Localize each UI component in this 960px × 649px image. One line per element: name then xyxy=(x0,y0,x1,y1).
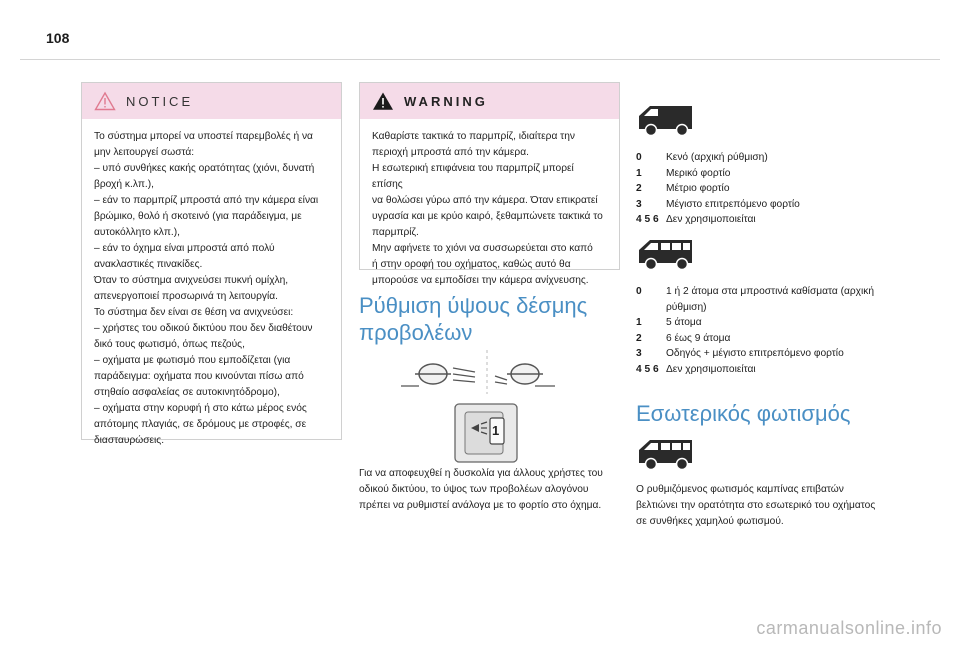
warning-line: περιοχή μπροστά από την κάμερα. xyxy=(372,147,529,158)
notice-body xyxy=(82,119,341,459)
warning-line: Καθαρίστε τακτικά το παρμπρίζ, ιδιαίτερα την xyxy=(372,131,575,142)
legend-value: Μέγιστο επιτρεπόμενο φορτίο xyxy=(666,198,800,210)
warning-line: υγρασία και με κρύο καιρό, ξεθαμπώνετε τακτικά το xyxy=(372,211,603,222)
notice-line: στηθαίο ασφαλείας σε αυτοκινητόδρομο), xyxy=(94,387,280,398)
warning-line: Μην αφήνετε το χιόνι να συσσωρεύεται στο καπό xyxy=(372,243,593,254)
legend-value: Μέτριο φορτίο xyxy=(666,183,730,194)
legend-row xyxy=(636,166,886,182)
notice-line: διασταυρώσεις. xyxy=(94,435,165,446)
legend-key: 2 xyxy=(636,183,642,194)
notice-line: – εάν το όχημα είναι μπροστά από πολύ xyxy=(94,243,275,254)
legend-value: Μερικό φορτίο xyxy=(666,167,731,179)
notice-header xyxy=(82,83,341,119)
headlamp-para-line: οδικού δικτύου, το ύψος των προβολέων αλογόνου xyxy=(359,484,589,495)
legend-row xyxy=(636,197,886,213)
headlamp-para-line: πρέπει να ρυθμιστεί ανάλογα με το φορτίο στο όχημα. xyxy=(359,500,602,511)
notice-line: δικό τους φωτισμό, όπως πεζούς, xyxy=(94,339,245,350)
warning-body xyxy=(360,119,619,299)
warning-line: παρμπρίζ. xyxy=(372,227,419,238)
legend-key: 3 xyxy=(636,348,642,359)
notice-line: απενεργοποιεί προσωρινά τη λειτουργία. xyxy=(94,291,278,302)
mpv-icon xyxy=(636,236,696,272)
legend-value: Δεν χρησιμοποιείται xyxy=(666,214,756,225)
warning-box xyxy=(359,82,620,286)
legend-value-line: ρύθμιση) xyxy=(666,301,707,313)
legend-value: Κενό (αρχική ρύθμιση) xyxy=(666,152,768,163)
legend-value xyxy=(666,284,896,315)
interior-section-title: Εσωτερικός φωτισμός xyxy=(636,401,851,426)
notice-line: αυτοκόλλητο κλπ.), xyxy=(94,227,180,238)
van-icon xyxy=(636,102,696,138)
notice-line: – οχήματα στην κορυφή ή στο κάτω μέρος ενός xyxy=(94,403,307,414)
notice-line: βροχή κ.λπ.), xyxy=(94,179,154,190)
headlamp-title-line: Ρύθμιση ύψους δέσμης xyxy=(359,293,588,318)
legend-key: 1 xyxy=(636,317,642,328)
legend-row xyxy=(636,315,896,331)
headlamp-para-line: Για να αποφευχθεί η δυσκολία για άλλους χρήστες του xyxy=(359,468,603,479)
legend-key: 4 5 6 xyxy=(636,214,659,225)
interior-vehicle-icon xyxy=(636,436,696,472)
legend-row xyxy=(636,181,886,197)
legend-key: 0 xyxy=(636,286,642,297)
top-divider xyxy=(20,59,940,60)
warning-title: WARNING xyxy=(404,93,488,109)
headlamp-lowered-beam-icon xyxy=(495,364,555,386)
notice-box xyxy=(81,82,342,446)
legend-key: 2 xyxy=(636,332,642,344)
notice-title: NOTICE xyxy=(126,93,194,109)
legend-value: 5 άτομα xyxy=(666,317,702,328)
notice-line: – χρήστες του οδικού δικτύου που δεν διαθέτουν xyxy=(94,323,313,334)
notice-line: – υπό συνθήκες κακής ορατότητας (χιόνι, δυνατή xyxy=(94,163,315,174)
legend-row xyxy=(636,331,896,347)
notice-line: ανακλαστικές πινακίδες. xyxy=(94,259,203,270)
mpv-legend xyxy=(636,284,896,377)
notice-line: Το σύστημα δεν είναι σε θέση να ανιχνεύσει: xyxy=(94,307,294,318)
headlamp-paragraph xyxy=(359,466,621,514)
notice-line: Το σύστημα μπορεί να υποστεί παρεμβολές ή να xyxy=(94,131,313,142)
legend-value: Δεν χρησιμοποιείται xyxy=(666,363,756,375)
legend-row xyxy=(636,212,886,228)
headlamp-low-beam-icon xyxy=(401,364,475,386)
page-number: 108 xyxy=(46,30,70,46)
legend-key: 0 xyxy=(636,152,642,163)
notice-line: Όταν το σύστημα ανιχνεύσει πυκνή ομίχλη, xyxy=(94,275,289,286)
notice-line: βρώμικο, θολό ή σκοτεινό (για παράδειγμα, με xyxy=(94,211,302,222)
legend-key: 4 5 6 xyxy=(636,363,659,375)
warning-triangle-icon xyxy=(372,91,394,111)
warning-header xyxy=(360,83,619,119)
headlamp-title-line: προβολέων xyxy=(359,320,473,345)
legend-key: 1 xyxy=(636,167,642,179)
van-legend xyxy=(636,150,886,228)
legend-row xyxy=(636,346,896,362)
headlamp-dial-icon xyxy=(455,404,517,462)
headlamp-section-title xyxy=(359,292,619,346)
warning-line: ή στην οροφή του οχήματος, καθώς αυτό θα xyxy=(372,259,571,270)
notice-triangle-icon xyxy=(94,91,116,111)
headlamp-dial-label: 1 xyxy=(492,423,500,438)
notice-line: παράδειγμα: οχήματα που κινούνται πίσω από xyxy=(94,371,304,382)
notice-line: απότομης πλαγιάς, σε δρόμους με στροφές, σε xyxy=(94,419,307,430)
warning-line: να θολώσει γύρω από την κάμερα. Όταν επικρατεί xyxy=(372,195,598,206)
warning-line: μπορούσε να εμποδίσει την κάμερα ανίχνευσης. xyxy=(372,275,589,286)
legend-value: 6 έως 9 άτομα xyxy=(666,332,731,344)
interior-para-line: σε συνθήκες χαμηλού φωτισμού. xyxy=(636,516,784,527)
legend-value-line: 1 ή 2 άτομα στα μπροστινά καθίσματα (αρχική xyxy=(666,286,875,297)
legend-key: 3 xyxy=(636,198,642,210)
legend-row xyxy=(636,284,896,315)
interior-para-line: βελτιώνει την ορατότητα στο εσωτερικό του οχήματος xyxy=(636,500,876,511)
legend-row xyxy=(636,362,896,378)
warning-line: Η εσωτερική επιφάνεια του παρμπρίζ μπορεί επίσης xyxy=(372,163,574,190)
watermark: carmanualsonline.info xyxy=(756,618,942,638)
headlamp-illustration xyxy=(395,346,575,466)
notice-line: μην λειτουργεί σωστά: xyxy=(94,147,195,158)
legend-value: Οδηγός + μέγιστο επιτρεπόμενο φορτίο xyxy=(666,348,844,359)
notice-line: – οχήματα με φωτισμό που εμποδίζεται (για xyxy=(94,355,291,366)
interior-paragraph xyxy=(636,482,906,530)
notice-line: – εάν το παρμπρίζ μπροστά από την κάμερα είναι xyxy=(94,195,319,206)
interior-para-line: Ο ρυθμιζόμενος φωτισμός καμπίνας επιβατών xyxy=(636,484,844,495)
legend-row xyxy=(636,150,886,166)
